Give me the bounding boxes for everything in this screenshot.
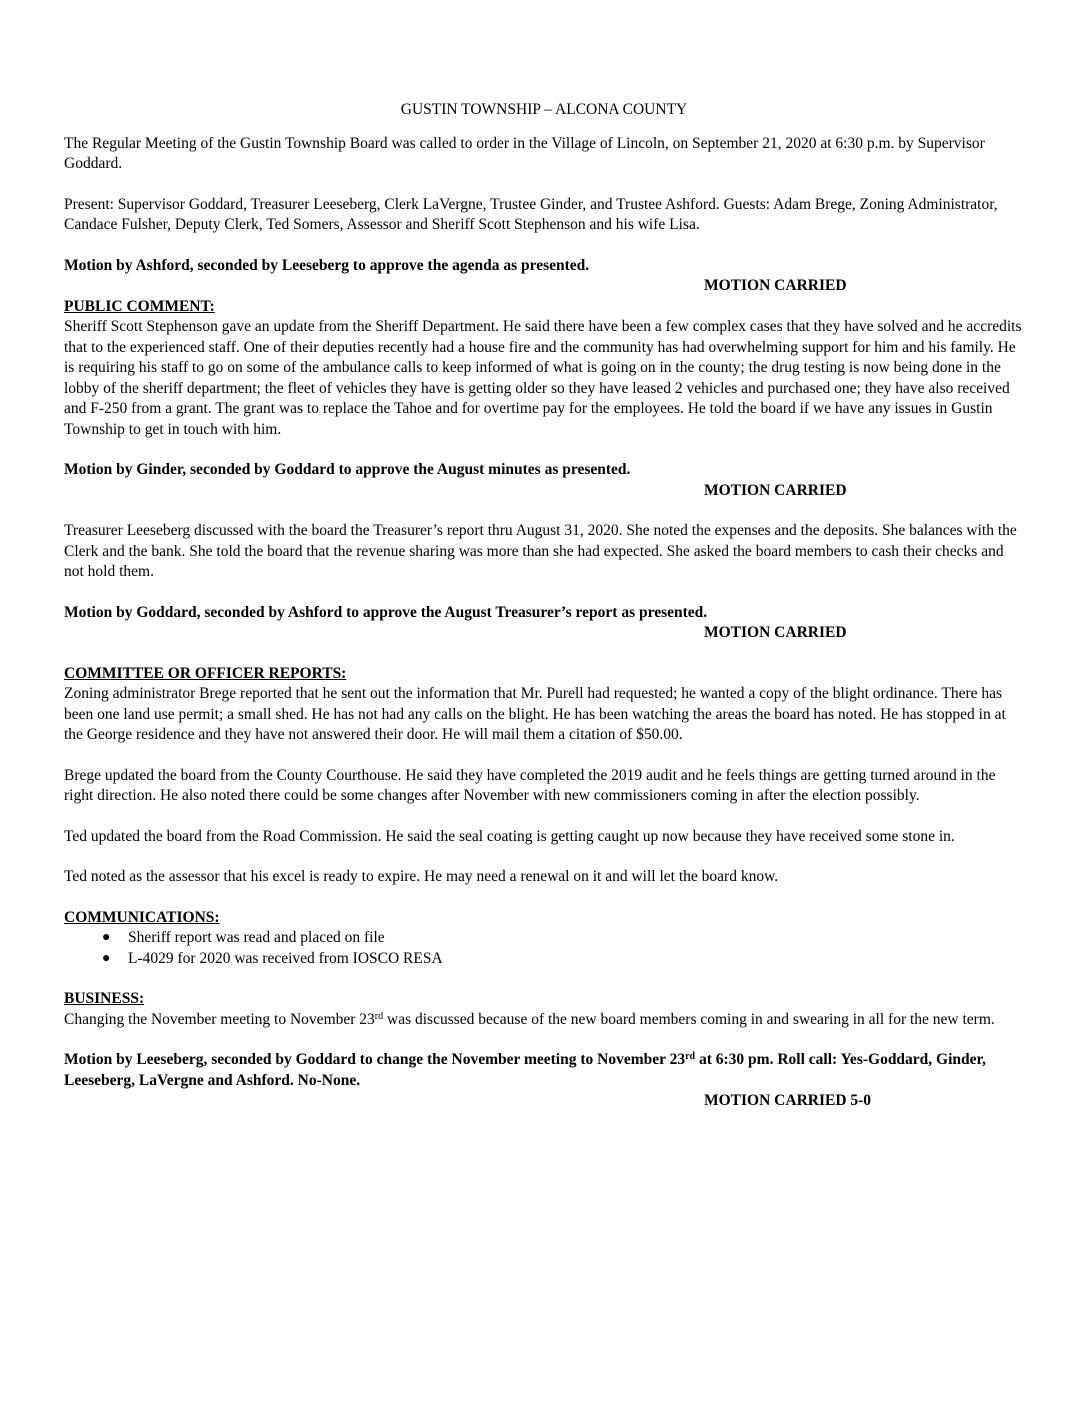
communications-heading: COMMUNICATIONS: [64, 908, 220, 926]
business-paragraph: Changing the November meeting to November 23rd was discussed because of the new board members coming in and swearing in all for the new term. [64, 1010, 995, 1028]
document-title: GUSTIN TOWNSHIP – ALCONA COUNTY [400, 101, 688, 118]
intro-paragraph: The Regular Meeting of the Gustin Township Board was called to order in the Village of Lincoln, on September 21, 2020 at 6:30 p.m. by Supervisor Goddard. [64, 134, 985, 172]
list-item: ● L-4029 for 2020 was received from IOSCO RESA [64, 949, 1024, 970]
motion-carried-label: MOTION CARRIED [704, 624, 847, 641]
bullet-icon: ● [102, 930, 111, 945]
motion-approve-agenda: Motion by Ashford, seconded by Leeseberg to approve the agenda as presented. [64, 256, 590, 274]
motion-approve-treasurer-report: Motion by Goddard, seconded by Ashford to approve the August Treasurer’s report as presented. [64, 603, 708, 621]
motion-carried-label: MOTION CARRIED [704, 481, 847, 499]
document-page [64, 100, 1024, 1112]
public-comment-paragraph: Sheriff Scott Stephenson gave an update from the Sheriff Department. He said there have been a few complex cases that they have solved and he accredits that to the experienced staff. One of their deputies recently had a house fire and the community has had overwhelming support for him and his family. He is requiring his staff to go on some of the ambulance calls to keep informed of what is going on in the county; the drug testing is now being done in the lobby of the sheriff department; the fleet of vehicles they have is getting older so they have leased 2 vehicles and purchased one; they have also received and F-250 from a grant. The grant was to replace the Tahoe and for overtime pay for the employees. He told the board if we have any issues in Gustin Township to get in touch with him. [64, 318, 1022, 438]
assessor-paragraph: Ted noted as the assessor that his excel is ready to expire. He may need a renewal on it and will let the board know. [64, 868, 779, 885]
motion-change-november-meeting: Motion by Leeseberg, seconded by Goddard to change the November meeting to November 23rd at 6:30 pm. Roll call: Yes-Goddard, Ginder, Leeseberg, LaVergne and Ashford. No-None. [64, 1051, 986, 1089]
road-commission-paragraph: Ted updated the board from the Road Commission. He said the seal coating is getting caught up now because they have received some stone in. [64, 827, 955, 845]
communications-list [64, 928, 1024, 969]
list-item: ● Sheriff report was read and placed on file [64, 928, 1024, 949]
treasurer-report-paragraph: Treasurer Leeseberg discussed with the board the Treasurer’s report thru August 31, 2020. She noted the expenses and the deposits. She balances with the Clerk and the bank. She told the board that the revenue sharing was more than she had expected. She asked the board members to cash their checks and not hold them. [64, 522, 1017, 580]
motion-carried-label: MOTION CARRIED [704, 277, 847, 294]
zoning-report-paragraph: Zoning administrator Brege reported that he sent out the information that Mr. Purell had requested; he wanted a copy of the blight ordinance. There has been one land use permit; a small shed. He has not had any calls on the blight. He has been watching the areas the board has noted. He has stopped in at the George residence and they have not answered their door. He will mail them a citation of $50.00. [64, 685, 1006, 743]
attendance-paragraph: Present: Supervisor Goddard, Treasurer Leeseberg, Clerk LaVergne, Trustee Ginder, and Trustee Ashford. Guests: Adam Brege, Zoning Administrator, Candace Fulsher, Deputy Clerk, Ted Somers, Assessor and Sheriff Scott Stephenson and his wife Lisa. [64, 195, 998, 233]
public-comment-heading: PUBLIC COMMENT: [64, 297, 215, 315]
bullet-icon: ● [102, 950, 111, 966]
committee-reports-heading: COMMITTEE OR OFFICER REPORTS: [64, 664, 347, 682]
courthouse-report-paragraph: Brege updated the board from the County Courthouse. He said they have completed the 2019 audit and he feels things are getting turned around in the right direction. He also noted there could be some changes after November with new commissioners coming in after the election possibly. [64, 766, 996, 804]
business-heading: BUSINESS: [64, 990, 145, 1007]
motion-approve-minutes: Motion by Ginder, seconded by Goddard to approve the August minutes as presented. [64, 461, 631, 478]
motion-carried-final-label: MOTION CARRIED 5-0 [704, 1092, 872, 1109]
